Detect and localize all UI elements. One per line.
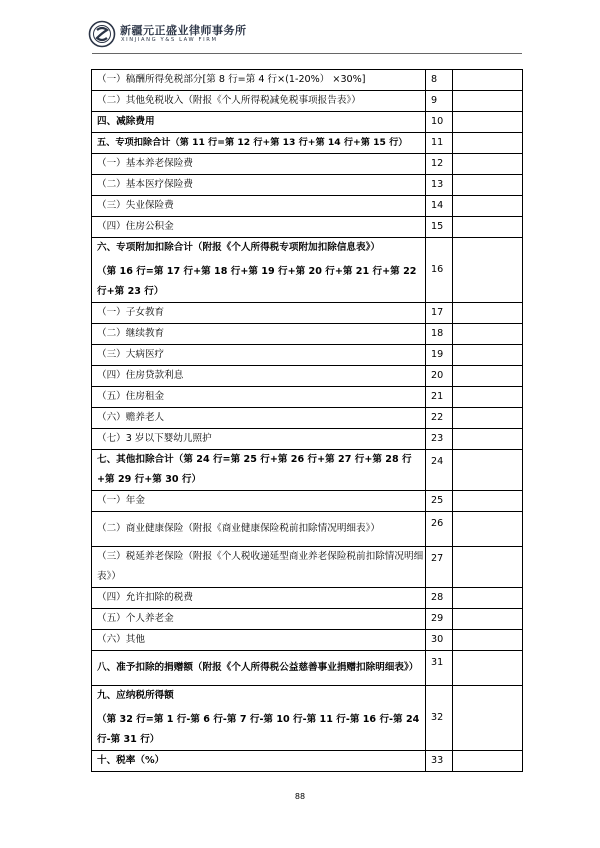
amount-cell[interactable] <box>453 324 523 345</box>
table-row <box>92 303 523 324</box>
table-row <box>92 112 523 133</box>
amount-cell[interactable] <box>453 238 523 303</box>
table-row <box>92 217 523 238</box>
table-row <box>92 686 523 751</box>
row-label: （二）其他免税收入（附报《个人所得税减免税事项报告表》） <box>92 91 426 112</box>
row-label: （二）基本医疗保险费 <box>92 175 426 196</box>
line-number: 9 <box>426 91 453 112</box>
table-row <box>92 70 523 91</box>
row-label: 七、其他扣除合计（第 24 行=第 25 行+第 26 行+第 27 行+第 28 行+第 29 行+第 30 行） <box>92 450 426 491</box>
table-row <box>92 491 523 512</box>
row-label: （一）稿酬所得免税部分[第 8 行=第 4 行×(1-20%） ×30%] <box>92 70 426 91</box>
tax-form-table <box>91 69 523 772</box>
row-label-line-1: 九、应纳税所得额 <box>97 690 174 701</box>
amount-cell[interactable] <box>453 154 523 175</box>
line-number: 17 <box>426 303 453 324</box>
table-row <box>92 175 523 196</box>
table-row <box>92 512 523 547</box>
firm-name-en: XINJIANG Y&S LAW FIRM <box>121 37 218 43</box>
line-number: 27 <box>426 547 453 588</box>
amount-cell[interactable] <box>453 366 523 387</box>
table-row <box>92 366 523 387</box>
row-label: （四）住房公积金 <box>92 217 426 238</box>
amount-cell[interactable] <box>453 175 523 196</box>
table-row <box>92 547 523 588</box>
amount-cell[interactable] <box>453 345 523 366</box>
line-number: 31 <box>426 651 453 686</box>
row-label: （六）赡养老人 <box>92 408 426 429</box>
row-label: （一）基本养老保险费 <box>92 154 426 175</box>
row-label: （五）个人养老金 <box>92 609 426 630</box>
row-label: 五、专项扣除合计（第 11 行=第 12 行+第 13 行+第 14 行+第 15 行） <box>92 133 426 154</box>
row-label: （七）3 岁以下婴幼儿照护 <box>92 429 426 450</box>
table-row <box>92 196 523 217</box>
row-label-line-2: （第 32 行=第 1 行-第 6 行-第 7 行-第 10 行-第 11 行-第 16 行-第 24 行-第 31 行） <box>97 714 420 745</box>
amount-cell[interactable] <box>453 491 523 512</box>
line-number: 13 <box>426 175 453 196</box>
amount-cell[interactable] <box>453 408 523 429</box>
amount-cell[interactable] <box>453 547 523 588</box>
amount-cell[interactable] <box>453 450 523 491</box>
row-label: （二）商业健康保险（附报《商业健康保险税前扣除情况明细表》） <box>92 512 426 547</box>
row-label <box>92 686 426 751</box>
firm-name-cn: 新疆元正盛业律师事务所 <box>120 24 247 37</box>
amount-cell[interactable] <box>453 217 523 238</box>
line-number: 33 <box>426 751 453 772</box>
line-number: 23 <box>426 429 453 450</box>
line-number: 10 <box>426 112 453 133</box>
row-label: （一）年金 <box>92 491 426 512</box>
row-label: （四）住房贷款利息 <box>92 366 426 387</box>
row-label: （三）失业保险费 <box>92 196 426 217</box>
line-number: 18 <box>426 324 453 345</box>
line-number: 26 <box>426 512 453 547</box>
line-number: 22 <box>426 408 453 429</box>
table-row <box>92 387 523 408</box>
table-row <box>92 238 523 303</box>
amount-cell[interactable] <box>453 429 523 450</box>
table-row <box>92 324 523 345</box>
row-label: （六）其他 <box>92 630 426 651</box>
row-label-line-1: 六、专项附加扣除合计（附报《个人所得税专项附加扣除信息表》） <box>97 242 381 253</box>
amount-cell[interactable] <box>453 112 523 133</box>
line-number: 29 <box>426 609 453 630</box>
header-rule <box>92 53 522 54</box>
table-row <box>92 609 523 630</box>
amount-cell[interactable] <box>453 91 523 112</box>
amount-cell[interactable] <box>453 609 523 630</box>
amount-cell[interactable] <box>453 303 523 324</box>
table-row <box>92 154 523 175</box>
row-label: （五）住房租金 <box>92 387 426 408</box>
row-label: 八、准予扣除的捐赠额（附报《个人所得税公益慈善事业捐赠扣除明细表》） <box>92 651 426 686</box>
amount-cell[interactable] <box>453 133 523 154</box>
line-number: 28 <box>426 588 453 609</box>
line-number: 32 <box>426 686 453 751</box>
row-label: （二）继续教育 <box>92 324 426 345</box>
row-label: （三）大病医疗 <box>92 345 426 366</box>
line-number: 21 <box>426 387 453 408</box>
amount-cell[interactable] <box>453 751 523 772</box>
line-number: 11 <box>426 133 453 154</box>
table-row <box>92 429 523 450</box>
table-row <box>92 651 523 686</box>
row-label: （一）子女教育 <box>92 303 426 324</box>
amount-cell[interactable] <box>453 70 523 91</box>
firm-logo-icon <box>88 20 116 48</box>
amount-cell[interactable] <box>453 686 523 751</box>
row-label: （三）税延养老保险（附报《个人税收递延型商业养老保险税前扣除情况明细表》） <box>92 547 426 588</box>
table-row <box>92 91 523 112</box>
table-row <box>92 133 523 154</box>
row-label-line-2: （第 16 行=第 17 行+第 18 行+第 19 行+第 20 行+第 21 行+第 22 行+第 23 行） <box>97 266 417 297</box>
row-label: 四、减除费用 <box>92 112 426 133</box>
page-number: 88 <box>294 792 306 801</box>
line-number: 12 <box>426 154 453 175</box>
line-number: 30 <box>426 630 453 651</box>
amount-cell[interactable] <box>453 630 523 651</box>
table-row <box>92 345 523 366</box>
line-number: 19 <box>426 345 453 366</box>
table-row <box>92 450 523 491</box>
amount-cell[interactable] <box>453 651 523 686</box>
line-number: 24 <box>426 450 453 491</box>
table-row <box>92 630 523 651</box>
line-number: 8 <box>426 70 453 91</box>
amount-cell[interactable] <box>453 196 523 217</box>
row-label: 十、税率（%） <box>92 751 426 772</box>
line-number: 15 <box>426 217 453 238</box>
amount-cell[interactable] <box>453 588 523 609</box>
amount-cell[interactable] <box>453 387 523 408</box>
row-label: （四）允许扣除的税费 <box>92 588 426 609</box>
line-number: 25 <box>426 491 453 512</box>
table-row <box>92 408 523 429</box>
line-number: 14 <box>426 196 453 217</box>
table-row <box>92 751 523 772</box>
table-row <box>92 588 523 609</box>
line-number: 20 <box>426 366 453 387</box>
amount-cell[interactable] <box>453 512 523 547</box>
line-number: 16 <box>426 238 453 303</box>
row-label <box>92 238 426 303</box>
